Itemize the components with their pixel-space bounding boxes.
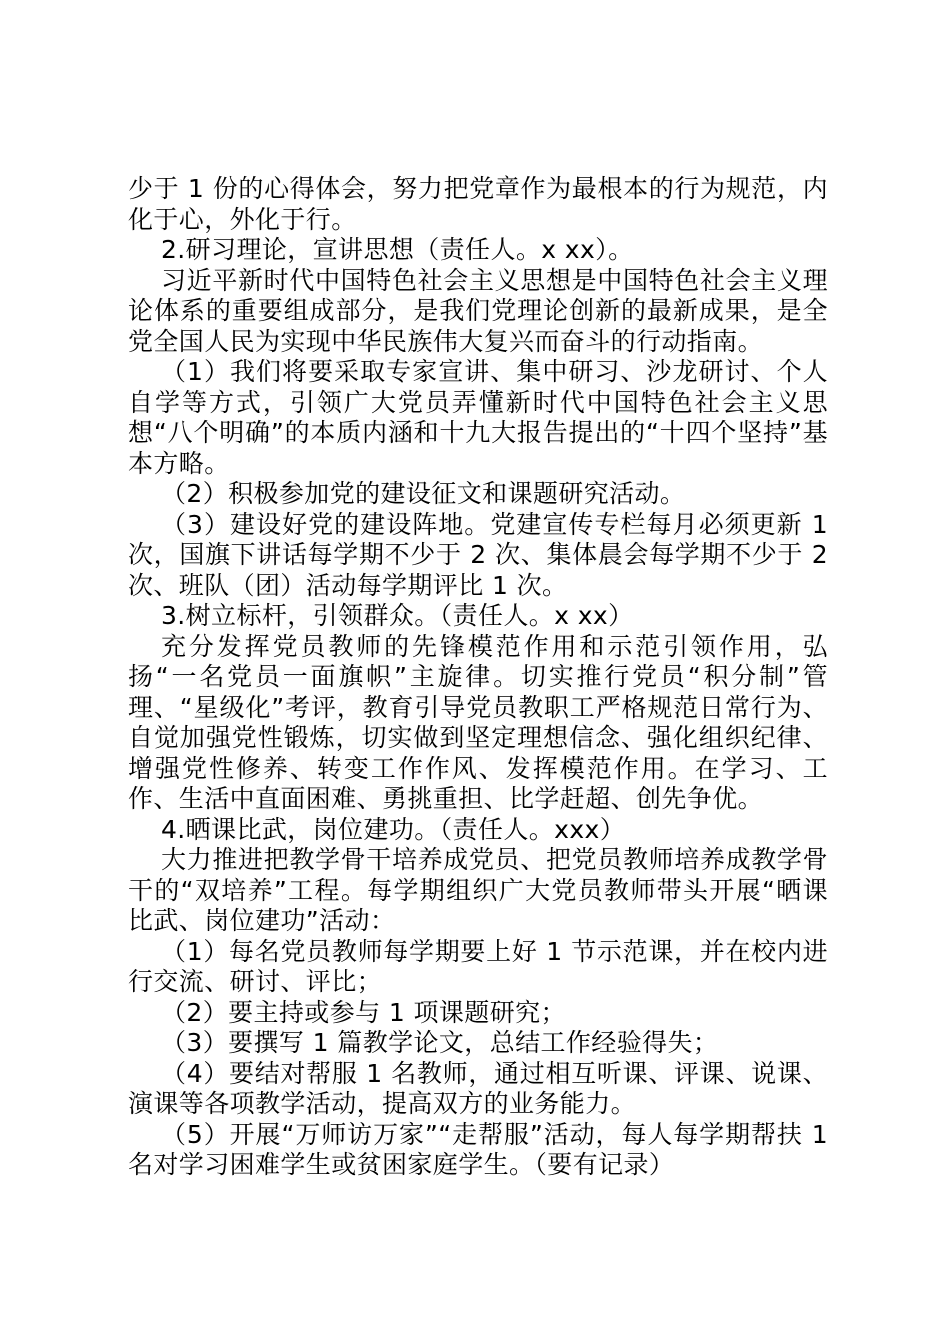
list-item-contest-3: （3）要撰写 1 篇教学论文，总结工作经验得失； <box>161 1028 719 1057</box>
list-item-study-1: （1）我们将要采取专家宣讲、集中研习、沙龙研讨、个人自学等方式，引领广大党员弄懂新时代中国特色社会主义思想“八个明确”的本质内涵和十九大报告提出的“十四个坚持”基本方略。 <box>128 357 828 478</box>
list-item-study-3: （3）建设好党的建设阵地。党建宣传专栏每月必须更新 1 次，国旗下讲话每学期不少于 2 次、集体晨会每学期不少于 2 次、班队（团）活动每学期评比 1 次。 <box>128 509 828 600</box>
heading-study-theory: 2.研习理论，宣讲思想（责任人。x xx）。 <box>161 235 634 264</box>
document-body <box>128 174 828 1181</box>
paragraph-lesson-contest: 大力推进把教学骨干培养成党员、把党员教师培养成教学骨干的“双培养”工程。每学期组织广大党员教师带头开展“晒课比武、岗位建功”活动： <box>128 845 828 935</box>
list-item-study-2: （2）积极参加党的建设征文和课题研究活动。 <box>161 479 686 508</box>
paragraph-thought-intro: 习近平新时代中国特色社会主义思想是中国特色社会主义理论体系的重要组成部分，是我们党理论创新的最新成果，是全党全国人民为实现中华民族伟大复兴而奋斗的行动指南。 <box>128 265 828 356</box>
paragraph-benchmark: 充分发挥党员教师的先锋模范作用和示范引领作用，弘扬“一名党员一面旗帜”主旋律。切实推行党员“积分制”管理、“星级化”考评，教育引导党员教职工严格规范日常行为、自觉加强党性锻炼，切实做到坚定理想信念、强化组织纪律、增强党性修养、转变工作作风、发挥模范作用。在学习、工作、生活中直面困难、勇挑重担、比学赶超、创先争优。 <box>128 631 828 813</box>
list-item-contest-5: （5）开展“万师访万家”“走帮服”活动，每人每学期帮扶 1 名对学习困难学生或贫困家庭学生。（要有记录） <box>128 1119 828 1179</box>
list-item-contest-4: （4）要结对帮服 1 名教师，通过相互听课、评课、说课、演课等各项教学活动，提高双方的业务能力。 <box>128 1058 828 1118</box>
list-item-contest-1: （1）每名党员教师每学期要上好 1 节示范课，并在校内进行交流、研讨、评比； <box>128 936 828 996</box>
heading-lesson-contest: 4.晒课比武，岗位建功。（责任人。xxx） <box>161 814 626 844</box>
heading-set-benchmark: 3.树立标杆，引领群众。（责任人。x xx） <box>161 601 634 630</box>
list-item-contest-2: （2）要主持或参与 1 项课题研究； <box>161 997 566 1027</box>
paragraph-continuation: 少于 1 份的心得体会，努力把党章作为最根本的行为规范，内化于心，外化于行。 <box>128 174 828 234</box>
